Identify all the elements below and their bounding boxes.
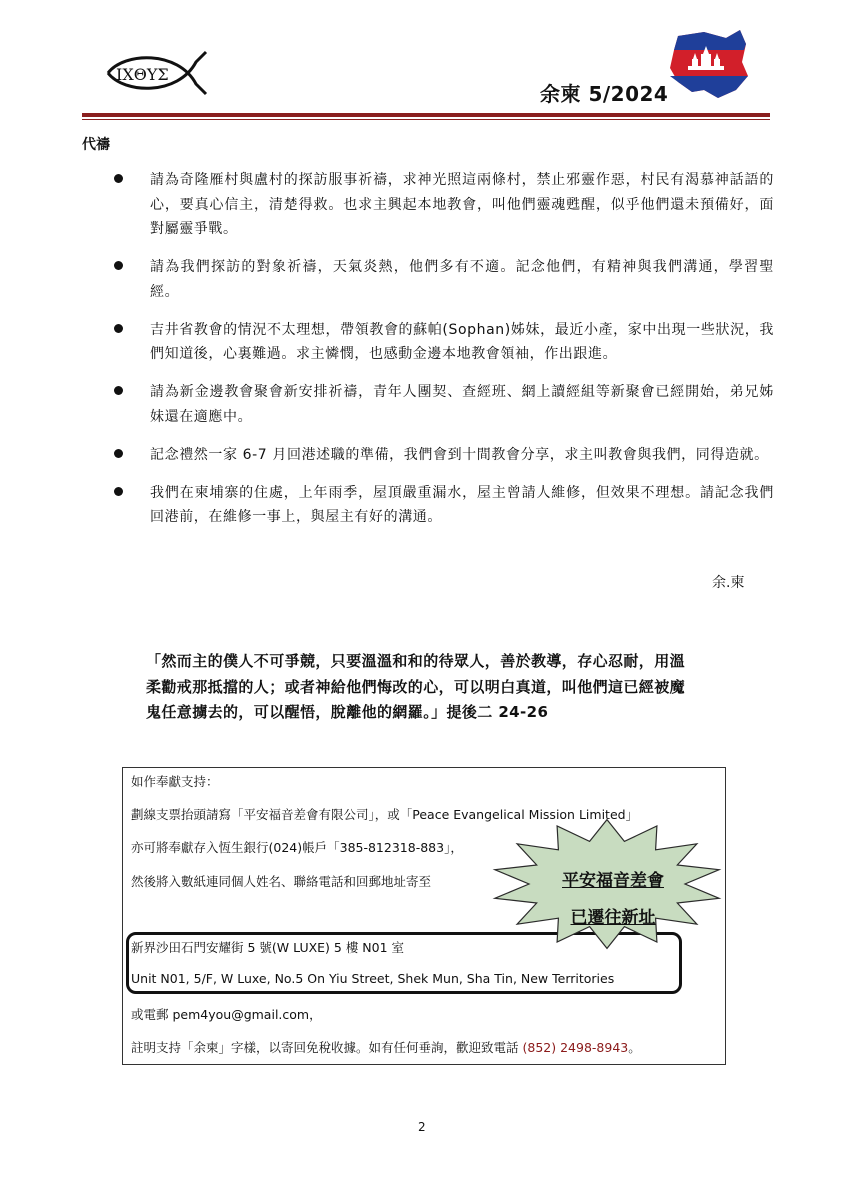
donation-email: 或電郵 pem4you@gmail.com， [131,1007,322,1022]
donation-cheque: 劃線支票抬頭請寫「平安福音差會有限公司」，或「Peace Evangelical Mission Limited」 [131,807,639,822]
prayer-item-text: 記念禮然一家 6-7 月回港述職的準備，我們會到十間教會分享，求主叫教會與我們，同得造就。 [150,446,769,463]
prayer-item [108,168,774,242]
bullet-icon [114,386,123,395]
prayer-item-text: 請為奇隆雁村與盧村的探訪服事祈禱，求神光照這兩條村，禁止邪靈作惡，村民有渴慕神話語的心，要真心信主，清楚得救。也求主興起本地教會，叫他們靈魂甦醒，似乎他們還未預備好，面對屬靈爭戰。 [150,172,774,237]
donation-mail-instruction: 然後將入數紙連同個人姓名、聯絡電話和回郵地址寄至 [131,874,432,889]
verse-line: 「然而主的僕人不可爭競，只要溫溫和和的待眾人，善於教導，存心忍耐，用溫 [146,652,686,670]
donation-bank: 亦可將奉獻存入恆生銀行(024)帳戶「385-812318-883」， [131,840,463,855]
logo-text: ΙΧΘΥΣ [116,65,169,84]
bullet-icon [114,261,123,270]
header-rule-thin [82,119,770,120]
prayer-list [108,168,774,543]
starburst-line2: 已遷往新址 [570,908,656,928]
address-chinese: 新界沙田石門安耀街 5 號(W LUXE) 5 樓 N01 室 [131,940,405,955]
prayer-item-text: 請為我們探訪的對象祈禱，天氣炎熱，他們多有不適。記念他們，有精神與我們溝通，學習聖經。 [150,259,774,300]
address-english: Unit N01, 5/F, W Luxe, No.5 On Yiu Street, Shek Mun, Sha Tin, New Territories [131,971,615,986]
bullet-icon [114,487,123,496]
note-end: 。 [628,1040,641,1055]
prayer-item [108,318,774,367]
cambodia-map-flag-icon [664,28,748,100]
bible-verse [146,649,726,726]
donation-intro: 如作奉獻支持： [131,774,219,789]
bullet-icon [114,324,123,333]
prayer-item [108,380,774,429]
ichthys-fish-logo [106,50,210,96]
bullet-icon [114,174,123,183]
starburst-line1: 平安福音差會 [562,871,664,891]
prayer-item [108,255,774,304]
bullet-icon [114,449,123,458]
prayer-item-text: 吉井省教會的情況不太理想，帶領教會的蘇帕(Sophan)姊妹，最近小產，家中出現一些狀況，我們知道後，心裏難過。求主憐憫，也感動金邊本地教會領袖，作出跟進。 [150,321,774,362]
newsletter-title: 余柬 5/2024 [540,82,669,106]
verse-line: 柔勸戒那抵擋的人；或者神給他們悔改的心，可以明白真道，叫他們這已經被魔 [146,677,686,696]
note-text: 註明支持「余柬」字樣，以寄回免稅收據。如有任何垂詢，歡迎致電話 [131,1040,519,1055]
header-rule-thick [82,113,770,117]
page-number: 2 [418,1120,426,1134]
signature: 余.柬 [712,575,745,591]
phone-number: (852) 2498-8943 [522,1040,629,1055]
prayer-item [108,481,774,530]
prayer-item [108,443,774,468]
prayer-item-text: 請為新金邊教會聚會新安排祈禱，青年人團契、查經班、網上讀經組等新聚會已經開始，弟兄姊妹還在適應中。 [150,384,774,425]
verse-line: 鬼任意擄去的，可以醒悟，脫離他的網羅。」提後二 24-26 [146,703,549,721]
section-heading: 代禱 [82,137,110,153]
donation-note [131,1038,641,1056]
prayer-item-text: 我們在柬埔寨的住處，上年雨季，屋頂嚴重漏水，屋主曾請人維修，但效果不理想。請記念我們回港前，在維修一事上，與屋主有好的溝通。 [150,484,774,525]
